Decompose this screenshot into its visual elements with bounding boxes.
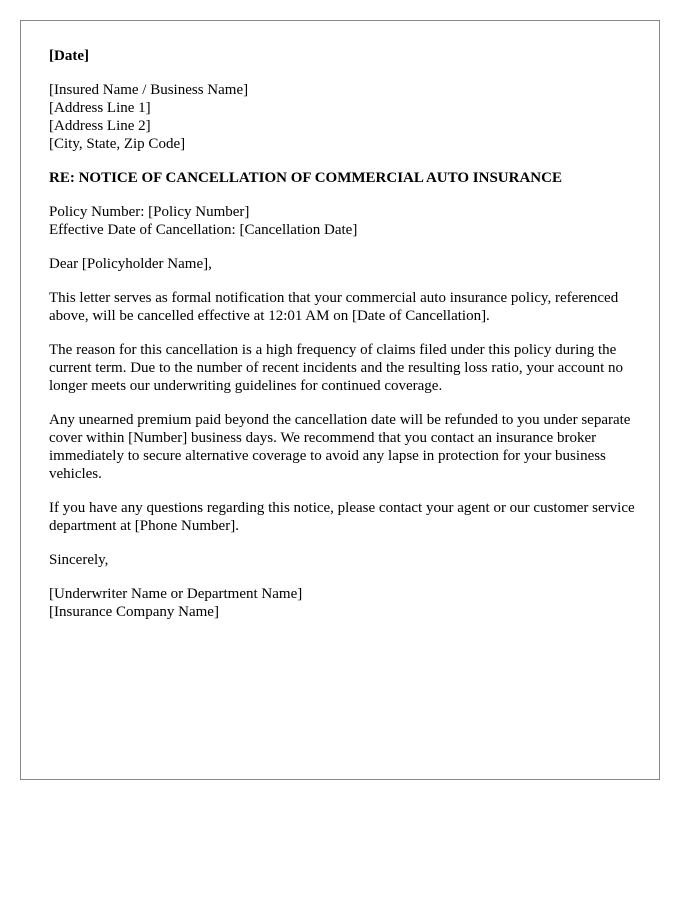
signature-block bbox=[49, 585, 649, 621]
signature-name: [Underwriter Name or Department Name] bbox=[49, 586, 303, 602]
date-block bbox=[49, 47, 649, 65]
recipient-name: [Insured Name / Business Name] bbox=[49, 82, 249, 98]
letter-page bbox=[20, 20, 660, 780]
policy-details bbox=[49, 203, 649, 239]
recipient-city-state-zip: [City, State, Zip Code] bbox=[49, 136, 186, 152]
closing-block bbox=[49, 551, 649, 569]
salutation-block bbox=[49, 255, 649, 273]
body-paragraph-contact: If you have any questions regarding this notice, please contact your agent or our customer service department at [Phone Number]. bbox=[49, 500, 635, 534]
letter-date: [Date] bbox=[49, 48, 89, 64]
signature-company: [Insurance Company Name] bbox=[49, 604, 219, 620]
recipient-address-line-1: [Address Line 1] bbox=[49, 100, 151, 116]
recipient-address-line-2: [Address Line 2] bbox=[49, 118, 151, 134]
body-paragraph-notification: This letter serves as formal notification that your commercial auto insurance policy, referenced above, will be cancelled effective at 12:01 AM on [Date of Cancellation]. bbox=[49, 290, 619, 324]
closing: Sincerely, bbox=[49, 552, 109, 568]
recipient-address bbox=[49, 81, 649, 153]
body-paragraph-refund: Any unearned premium paid beyond the cancellation date will be refunded to you under separate cover within [Number] business days. We recommend that you contact an insurance broker immediately to secure alternative coverage to avoid any lapse in protection for your business vehicles. bbox=[49, 412, 631, 482]
salutation: Dear [Policyholder Name], bbox=[49, 256, 212, 272]
letter-content bbox=[49, 47, 649, 637]
subject-block bbox=[49, 169, 649, 187]
policy-number: Policy Number: [Policy Number] bbox=[49, 204, 250, 220]
body-paragraph-reason: The reason for this cancellation is a high frequency of claims filed under this policy during the current term. Due to the number of recent incidents and the resulting loss ratio, your account no longer meets our underwriting guidelines for continued coverage. bbox=[49, 342, 623, 394]
effective-cancellation-date: Effective Date of Cancellation: [Cancellation Date] bbox=[49, 222, 358, 238]
letter-subject: RE: NOTICE OF CANCELLATION OF COMMERCIAL AUTO INSURANCE bbox=[49, 170, 562, 186]
